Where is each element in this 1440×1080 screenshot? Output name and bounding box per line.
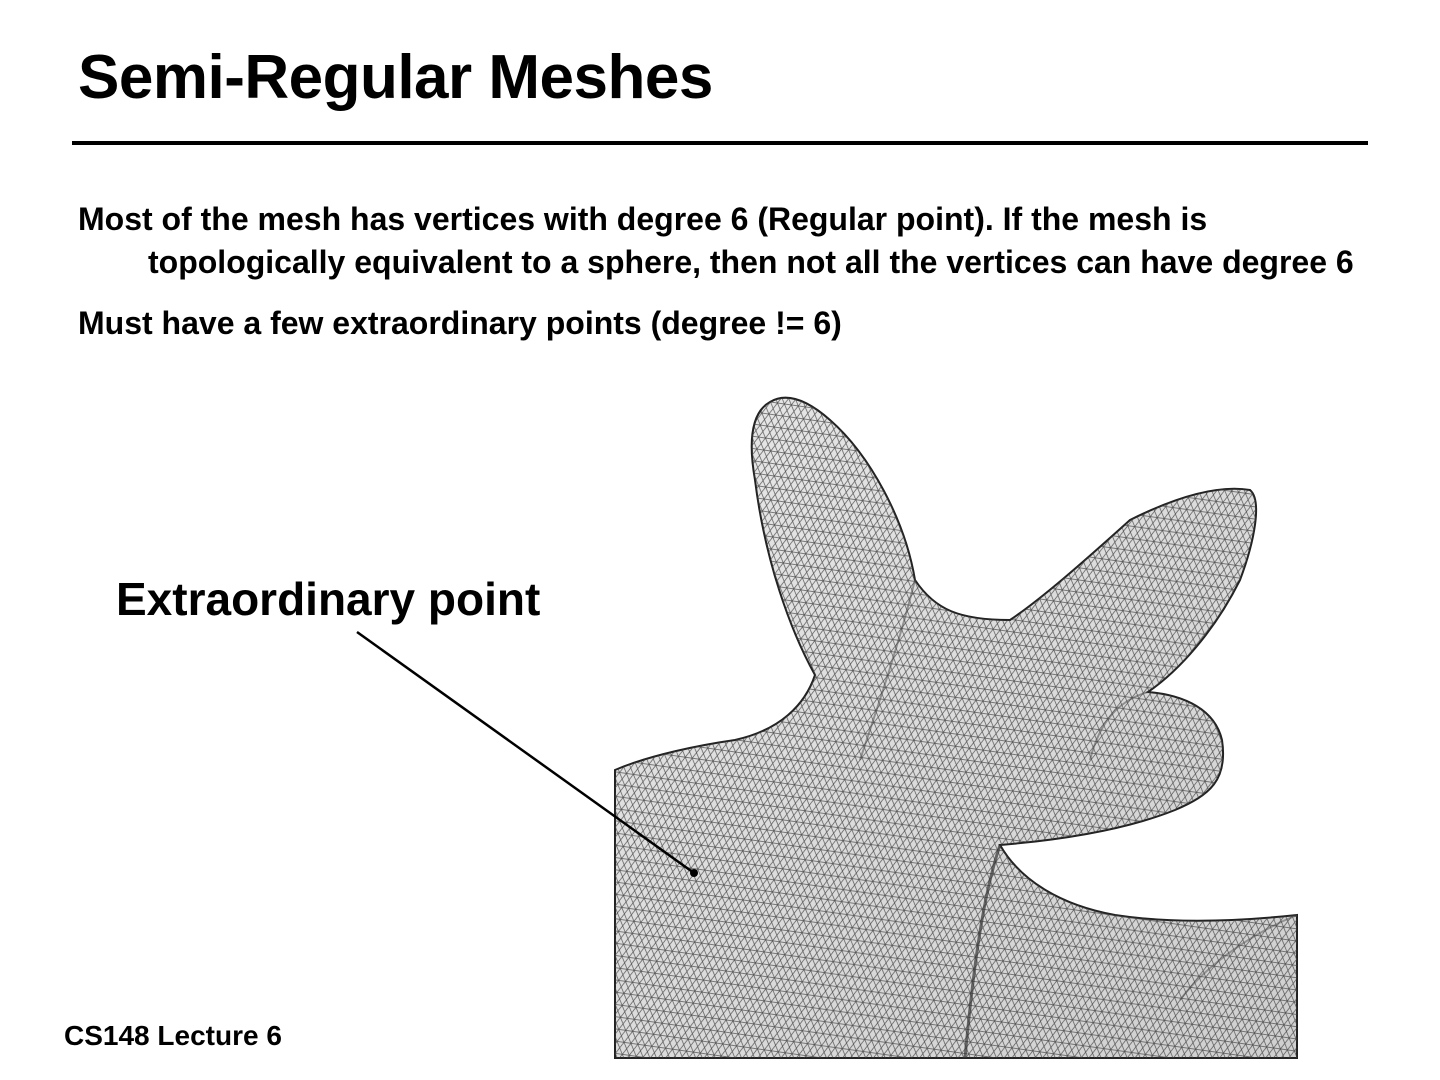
slide-title: Semi-Regular Meshes [78, 43, 713, 112]
extraordinary-point-label: Extraordinary point [116, 573, 541, 625]
bunny-mesh [615, 398, 1297, 1058]
slide-footer: CS148 Lecture 6 [64, 1020, 282, 1051]
bullet-regular-point: Most of the mesh has vertices with degree 6 (Regular point). If the mesh is topologically equivalent to a sphere, then not all the vertices can have degree 6 [78, 201, 1354, 280]
extraordinary-point-pointer [357, 632, 698, 877]
bullet-extraordinary-points: Must have a few extraordinary points (degree != 6) [78, 305, 842, 341]
